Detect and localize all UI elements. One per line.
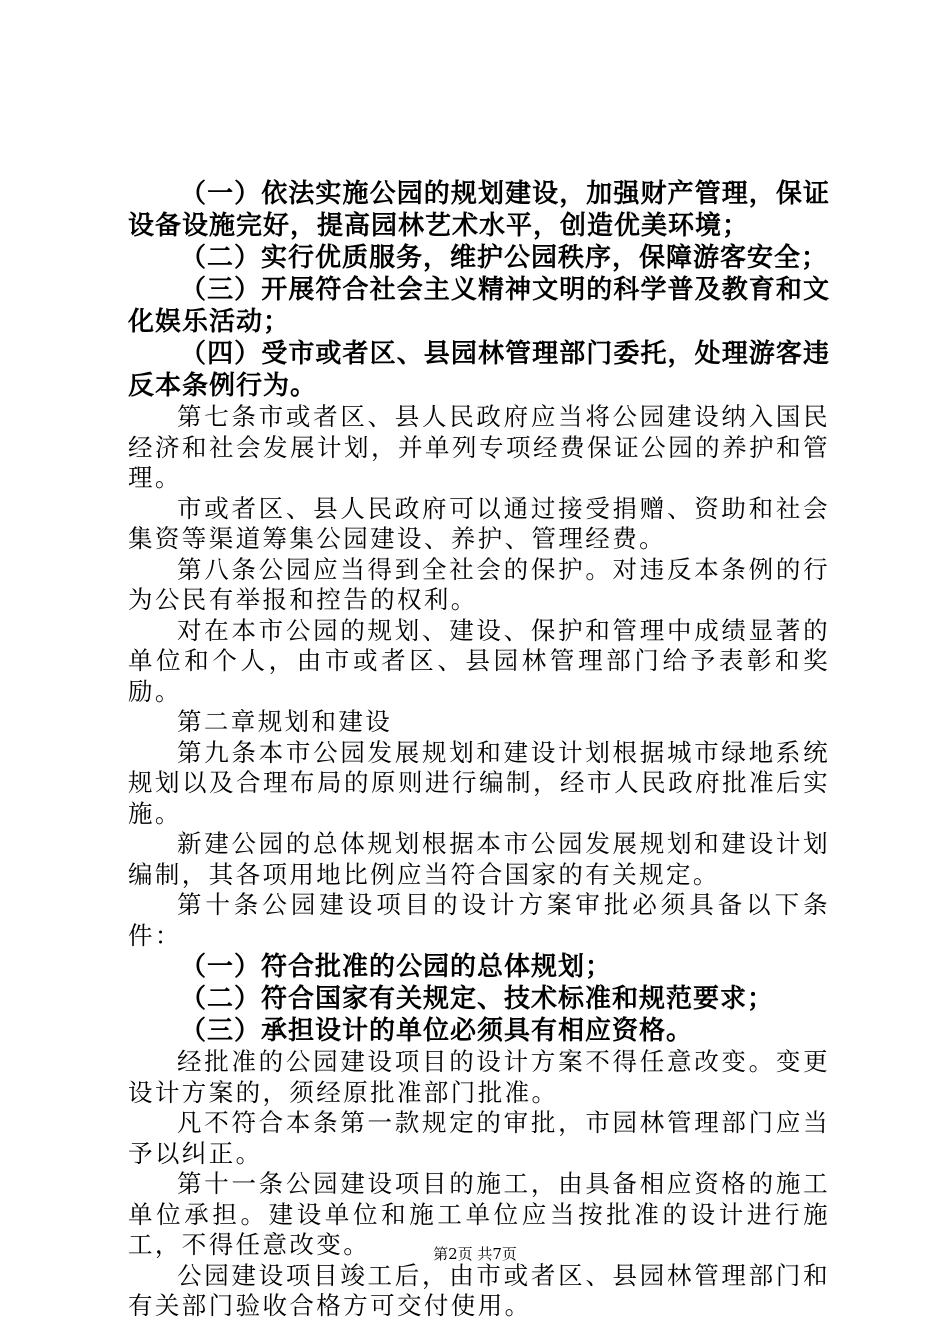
paragraph: 新建公园的总体规划根据本市公园发展规划和建设计划编制，其各项用地比例应当符合国家的有关规定。: [128, 829, 830, 889]
paragraph: （三）承担设计的单位必须具有相应资格。: [180, 1016, 694, 1046]
paragraph: 第十条公园建设项目的设计方案审批必须具备以下条件：: [128, 890, 830, 950]
document-body: [128, 178, 830, 1322]
paragraph: （三）开展符合社会主义精神文明的科学普及教育和文化娱乐活动；: [128, 275, 830, 337]
paragraph: 第九条本市公园发展规划和建设计划根据城市绿地系统规划以及合理布局的原则进行编制，经市人民政府批准后实施。: [128, 737, 830, 828]
paragraph: 对在本市公园的规划、建设、保护和管理中成绩显著的单位和个人，由市或者区、县园林管理部门给予表彰和奖励。: [128, 615, 830, 706]
page-number: 第2页 共7页: [433, 1245, 517, 1263]
paragraph: 公园建设项目竣工后，由市或者区、县园林管理部门和有关部门验收合格方可交付使用。: [128, 1260, 830, 1320]
paragraph: 凡不符合本条第一款规定的审批，市园林管理部门应当予以纠正。: [128, 1108, 830, 1168]
paragraph: 第八条公园应当得到全社会的保护。对违反本条例的行为公民有举报和控告的权利。: [128, 554, 830, 614]
paragraph: 经批准的公园建设项目的设计方案不得任意改变。变更设计方案的，须经原批准部门批准。: [128, 1047, 830, 1107]
paragraph: （四）受市或者区、县园林管理部门委托，处理游客违反本条例行为。: [128, 339, 830, 401]
paragraph: （一）依法实施公园的规划建设，加强财产管理，保证设备设施完好，提高园林艺术水平，创造优美环境；: [128, 179, 830, 241]
paragraph: 市或者区、县人民政府可以通过接受捐赠、资助和社会集资等渠道筹集公园建设、养护、管理经费。: [128, 493, 830, 553]
paragraph: （二）符合国家有关规定、技术标准和规范要求；: [180, 984, 775, 1014]
paragraph: （一）符合批准的公园的总体规划；: [180, 952, 613, 982]
chapter-heading: 第二章规划和建设: [177, 707, 393, 736]
paragraph: （二）实行优质服务，维护公园秩序，保障游客安全；: [180, 243, 829, 273]
paragraph: 第七条市或者区、县人民政府应当将公园建设纳入国民经济和社会发展计划，并单列专项经费保证公园的养护和管理。: [128, 402, 830, 492]
paragraph: 第十一条公园建设项目的施工，由具备相应资格的施工单位承担。建设单位和施工单位应当按批准的设计进行施工，不得任意改变。: [128, 1169, 830, 1259]
